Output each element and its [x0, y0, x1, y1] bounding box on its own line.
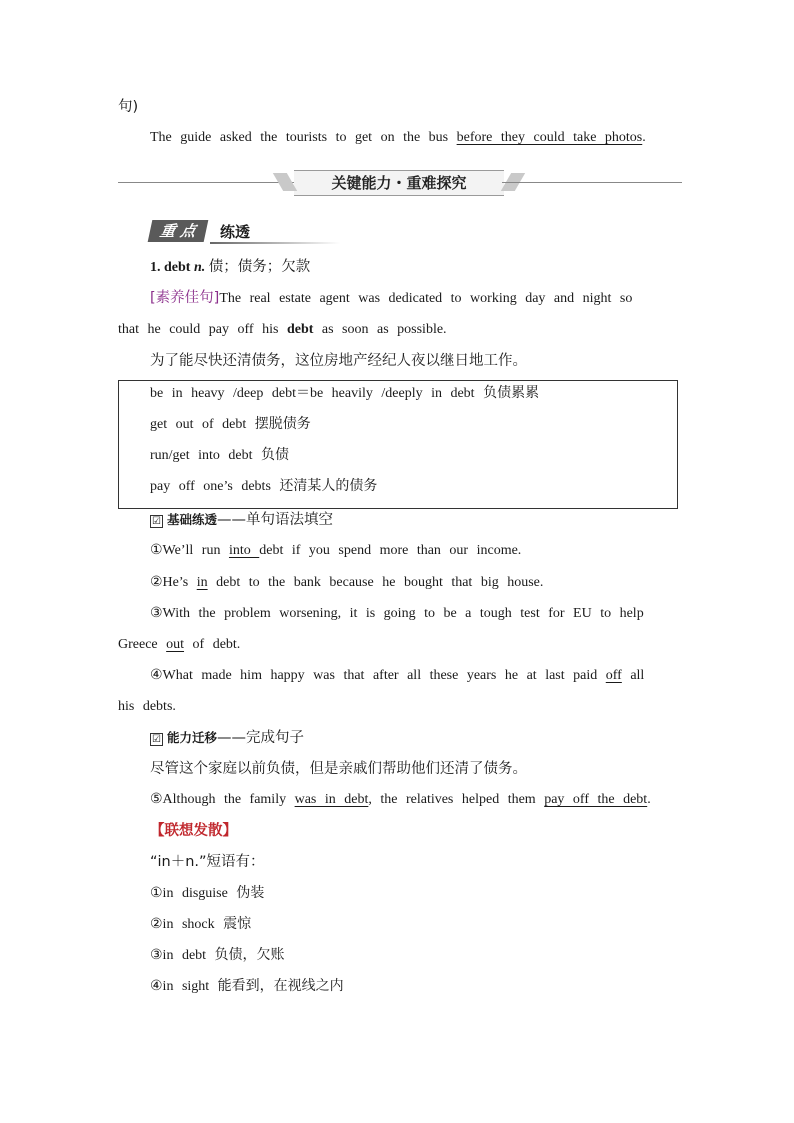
example-bold-word: debt [286, 322, 314, 337]
q1-answer: into [228, 543, 260, 558]
key-point-rule [210, 242, 340, 244]
entry-word: debt [164, 260, 191, 275]
question-3-line-1: ③With the problem worsening, it is going to be a tough test for EU to help [150, 606, 644, 621]
q4-answer: off [605, 668, 622, 683]
guide-text: The guide asked the tourists to get on the bus [150, 130, 457, 145]
exercise-1-subtitle: ——单句语法填空 [217, 512, 334, 528]
q4-text-b: all [621, 668, 645, 683]
q5-answer-1: was in debt [294, 792, 369, 807]
q5-text-b: , the relatives helped them [368, 792, 545, 807]
example-line-1 [150, 288, 632, 309]
example-text-2b: as soon as possible. [313, 322, 447, 337]
q1-text-b: debt if you spend more than our income. [259, 543, 522, 558]
q5-text-a: ⑤Although the family [150, 792, 295, 807]
question-1 [150, 541, 521, 561]
exercise-2-heading [150, 728, 304, 749]
phrase-item: run/get into debt 负债 [150, 448, 290, 463]
q5-text-c: . [647, 792, 651, 807]
question-5 [150, 790, 651, 810]
banner-rule-left [118, 182, 298, 183]
question-4-line-2: his debts. [118, 699, 176, 714]
phrase-item: pay off one’s debts 还清某人的债务 [150, 479, 378, 494]
q3-text-b: of debt. [184, 637, 241, 652]
extension-intro: “in＋n.”短语有： [150, 854, 265, 870]
q5-answer-2: pay off the debt [544, 792, 648, 807]
extension-item: ④in sight 能看到，在视线之内 [150, 979, 344, 994]
exercise-1-title: 基础练透 [167, 512, 218, 527]
banner-rule-right [502, 182, 682, 183]
q2-text-b: debt to the bank because he bought that big house. [207, 575, 544, 590]
entry-headword [150, 257, 310, 278]
extension-item: ①in disguise 伪装 [150, 886, 265, 901]
question-2 [150, 573, 543, 593]
q3-text-a: Greece [118, 637, 167, 652]
section-banner [118, 170, 682, 196]
exercise-2-chinese: 尽管这个家庭以前负债，但是亲戚们帮助他们还清了债务。 [150, 761, 527, 777]
q3-answer: out [166, 637, 185, 652]
sentence-fragment: 句) [118, 99, 139, 115]
guide-period: . [642, 130, 646, 145]
entry-meaning: 债；债务；欠款 [208, 259, 311, 275]
q4-text-a: ④What made him happy was that after all these years he at last paid [150, 668, 606, 683]
phrase-item: be in heavy /deep debt＝be heavily /deeply in debt 负债累累 [150, 386, 540, 401]
q2-answer: in [196, 575, 208, 590]
extension-item: ②in shock 震惊 [150, 917, 252, 932]
example-translation: 为了能尽快还清债务，这位房地产经纪人夜以继日地工作。 [150, 353, 527, 369]
guide-sentence [150, 128, 646, 148]
exercise-2-subtitle: ——完成句子 [217, 730, 305, 746]
example-tag: [素养佳句] [150, 290, 220, 306]
example-text-1: The real estate agent was dedicated to working day and night so [219, 291, 633, 306]
example-text-2a: that he could pay off his [118, 322, 287, 337]
exercise-1-heading [150, 510, 333, 531]
example-line-2 [118, 320, 447, 340]
extension-item: ③in debt 负债，欠账 [150, 948, 285, 963]
checkbox-icon: ☑ [150, 733, 163, 746]
exercise-2-title: 能力迁移 [167, 730, 218, 745]
extension-title: 【联想发散】 [150, 823, 237, 839]
entry-pos: n. [193, 260, 206, 275]
banner-title: 关键能力・重难探究 [294, 170, 504, 196]
entry-number: 1. [150, 260, 161, 275]
phrase-item: get out of debt 摆脱债务 [150, 417, 311, 432]
q1-text-a: ①We’ll run [150, 543, 229, 558]
key-point-badge: 重 点 [148, 220, 209, 242]
q2-text-a: ②He’s [150, 575, 197, 590]
key-point-heading [150, 220, 340, 248]
guide-answer: before they could take photos [456, 130, 643, 145]
key-point-label: 练透 [220, 223, 251, 241]
checkbox-icon: ☑ [150, 515, 163, 528]
question-4-line-1 [150, 666, 644, 686]
question-3-line-2 [118, 635, 240, 655]
